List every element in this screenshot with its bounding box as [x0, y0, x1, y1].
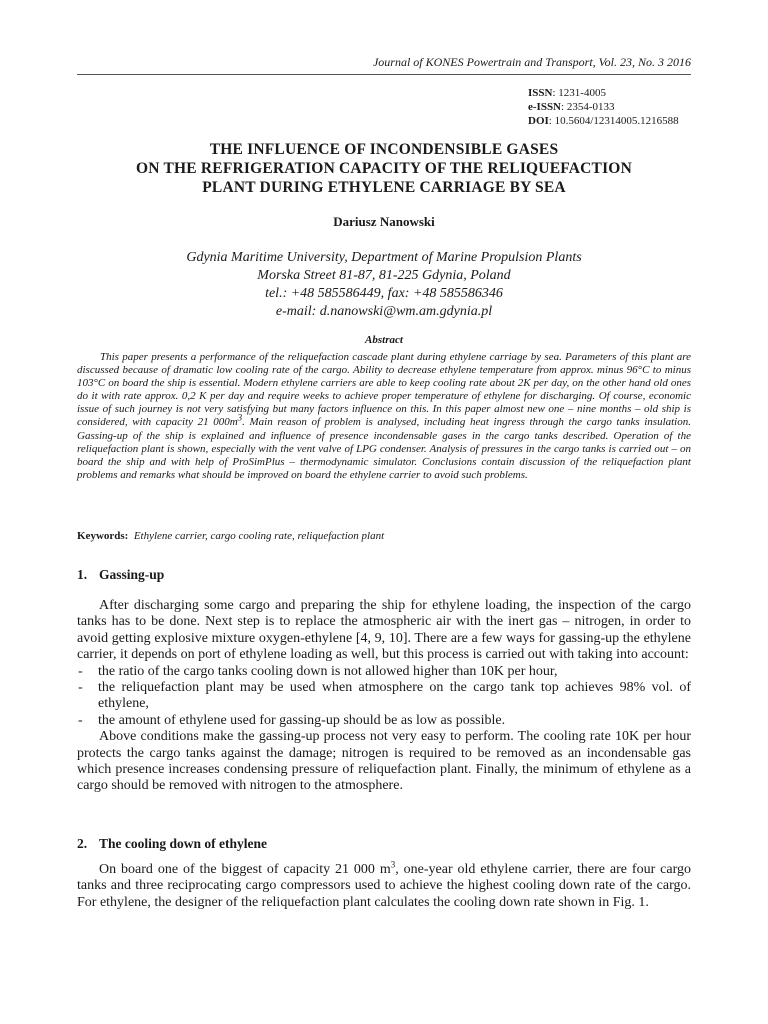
issn-line: [528, 86, 679, 100]
issn-value: : 1231-4005: [552, 87, 606, 99]
eissn-line: [528, 100, 679, 114]
list-item: - the ratio of the cargo tanks cooling down is not allowed higher than 10K per hour,: [77, 664, 691, 680]
doi-line: [528, 114, 679, 128]
section-1-body: [77, 598, 691, 795]
eissn-value: : 2354-0133: [561, 101, 615, 113]
section-title: Gassing-up: [99, 567, 165, 582]
section-title: The cooling down of ethylene: [99, 836, 268, 851]
keywords-line: [77, 530, 691, 542]
list-item: - the reliquefaction plant may be used when atmosphere on the cargo tank top achieves 98% vol. of ethylene,: [77, 680, 691, 713]
abstract-heading: Abstract: [365, 334, 403, 346]
keywords-text: Ethylene carrier, cargo cooling rate, reliquefaction plant: [133, 530, 385, 542]
author-name: Dariusz Nanowski: [333, 214, 435, 229]
doi-value: : 10.5604/12314005.1216588: [548, 115, 679, 127]
title-line: PLANT DURING ETHYLENE CARRIAGE BY SEA: [202, 179, 566, 196]
affiliation-line: e-mail: d.nanowski@wm.am.gdynia.pl: [275, 304, 493, 319]
section-number: 2.: [77, 836, 88, 851]
paragraph: After discharging some cargo and preparing the ship for ethylene loading, the inspection of the cargo tanks has to be done. Next step is to replace the atmospheric air with the inert gas – nitrogen, in order to avoid getting explosive mixture oxygen-ethylene [4, 9, 10]. There are a few ways for gassing-up the ethylene carrier, it depends on port of ethylene loading as well, but this process is carried out with taking into account:: [77, 598, 691, 663]
eissn-label: e-ISSN: [528, 101, 562, 113]
affiliation-line: tel.: +48 585586449, fax: +48 585586346: [265, 286, 503, 301]
paragraph: On board one of the biggest of capacity 21 000 $m^3$, one-year old ethylene carrier, there are four cargo tanks and three reciprocating cargo compressors used to achieve the highest cooling down rate of the cargo. For ethylene, the designer of the reliquefaction plant calculates the cooling down rate shown in Fig. 1.: [77, 859, 692, 910]
section-number: 1.: [77, 567, 88, 582]
section-2-heading: [77, 836, 267, 852]
issn-label: ISSN: [528, 87, 553, 99]
doi-label: DOI: [528, 115, 549, 127]
paper-title: [77, 140, 691, 197]
paragraph: Above conditions make the gassing-up process not very easy to perform. The cooling rate 10K per hour protects the cargo tanks against the damage; nitrogen is required to be removed as an incondensable gas which presence increases condensing pressure of reliquefaction plant. Finally, the minimum of ethylene as a cargo should be removed with nitrogen to the atmosphere.: [77, 729, 691, 794]
affiliation-line: Morska Street 81-87, 81-225 Gdynia, Poland: [257, 268, 511, 283]
keywords-label: Keywords:: [77, 530, 129, 542]
section-1-heading: [77, 567, 164, 583]
journal-header: Journal of KONES Powertrain and Transport, Vol. 23, No. 3 2016: [372, 55, 691, 69]
section-2-body: [77, 859, 692, 911]
list-item: - the amount of ethylene used for gassing-up should be as low as possible.: [77, 713, 691, 729]
title-line: THE INFLUENCE OF INCONDENSIBLE GASES: [209, 141, 559, 158]
affiliation-line: Gdynia Maritime University, Department of Marine Propulsion Plants: [186, 250, 582, 265]
identifier-block: [528, 86, 679, 128]
title-line: ON THE REFRIGERATION CAPACITY OF THE RELIQUEFACTION: [136, 160, 632, 177]
affiliation-block: [77, 249, 691, 321]
header-rule: [77, 74, 691, 75]
bullet-list: [77, 664, 691, 730]
abstract-text: This paper presents a performance of the reliquefaction cascade plant during ethylene carriage by sea. Parameters of this plant are discussed because of dramatic low cooling rate of the cargo. Ability to decrease ethylene temperature from approx. minus 96°C to minus 103°C on board the ship is essential. Modern ethylene carriers are able to keep cooling rate about 2K per day, on the other hand old ones do it with rate approx. 0,2 K per day and require weeks to achieve proper temperature of ethylene for discharging. Of course, economic issue of such journey is not very satisfying but many factors influence on this. In this paper almost new one – nine months – old ship is considered, with capacity 21 $000m^3$. Main reason of problem is analysed, including heat ingress through the cargo tanks insulation. Gassing-up of the ship is explained and influence of presence incondensable gases in the cargo tanks described. Operation of the reliquefaction plant is shown, especially with the vent valve of LPG condenser. Analysis of pressures in the cargo tanks is carried out – on board the ship and with help of ProSimPlus – thermodynamic simulator. Conclusions contain discussion of the reliquefaction plant problems and remarks what should be improved on board the ethylene carrier to avoid such problems.: [77, 351, 691, 481]
